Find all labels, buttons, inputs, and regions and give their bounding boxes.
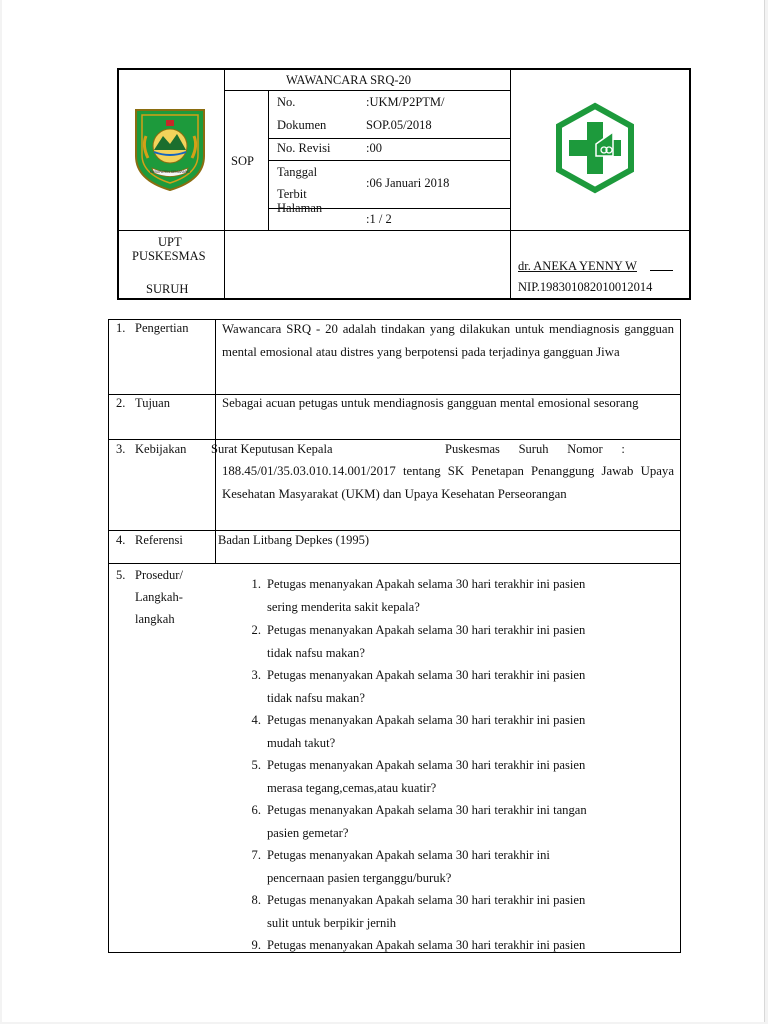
procedure-item-line1: Petugas menanyakan Apakah selama 30 hari terakhir ini pasien: [267, 758, 586, 772]
procedure-item-number: 8.: [251, 893, 261, 907]
procedure-item-line1: Petugas menanyakan Apakah selama 30 hari terakhir ini pasien: [267, 668, 586, 682]
procedure-item-line2: merasa tegang,cemas,atau kuatir?: [267, 780, 437, 795]
procedure-item-line2: sering menderita sakit kepala?: [267, 599, 420, 614]
procedure-item-number: 7.: [251, 848, 261, 862]
procedure-item-number: 4.: [251, 713, 261, 727]
section-number-2: 2.: [116, 396, 126, 410]
section-label-langkah: Langkah-: [135, 590, 183, 604]
procedure-item-line1: Petugas menanyakan Apakah selama 30 hari terakhir ini pasien: [267, 623, 586, 637]
procedure-item-line1: Petugas menanyakan Apakah selama 30 hari terakhir ini pasien: [267, 577, 586, 591]
procedure-item-number: 5.: [251, 758, 261, 772]
section-content-kebijakan-first-line: Surat Keputusan Kepala Puskesmas Suruh Nomor :: [211, 442, 625, 456]
field-value-no: :UKM/P2PTM/: [366, 95, 445, 109]
document-title: WAWANCARA SRQ-20: [286, 73, 412, 87]
procedure-item-line1: Petugas menanyakan Apakah selama 30 hari terakhir ini: [267, 848, 550, 862]
regency-emblem-logo: [130, 106, 210, 192]
section-label-tujuan: Tujuan: [135, 396, 170, 410]
section-number-4: 4.: [116, 533, 126, 547]
section-label-kebijakan: Kebijakan: [135, 442, 187, 456]
field-label-revisi: No. Revisi: [277, 141, 331, 155]
org-upt: UPT: [158, 235, 182, 249]
section-content-kebijakan: 188.45/01/35.03.010.14.001/2017 tentang SK Penetapan Penanggung Jawab Upaya Kesehatan Masyarakat (UKM) dan Upaya Kesehatan Perseorangan: [222, 464, 674, 501]
field-label-terbit: Terbit: [277, 187, 307, 201]
procedure-item-number: 6.: [251, 803, 261, 817]
org-suruh: SURUH: [146, 282, 189, 296]
procedure-item-line1: Petugas menanyakan Apakah selama 30 hari terakhir ini pasien: [267, 938, 586, 952]
field-value-terbit: :06 Januari 2018: [366, 176, 450, 190]
regency-emblem-ribbon-text: KABUPATEN SEMARANG: [149, 170, 191, 174]
section-label-langkah2: langkah: [135, 612, 175, 626]
signatory-name: dr. ANEKA YENNY W: [518, 259, 637, 273]
org-puskesmas: PUSKESMAS: [132, 249, 206, 263]
puskesmas-logo: [555, 102, 635, 194]
field-value-dokumen: SOP.05/2018: [366, 118, 432, 132]
procedure-item-number: 9.: [251, 938, 261, 952]
procedure-item-number: 2.: [251, 623, 261, 637]
procedure-item-line2: tidak nafsu makan?: [267, 690, 365, 705]
section-label-pengertian: Pengertian: [135, 321, 189, 335]
field-label-halaman: Halaman: [277, 201, 323, 215]
field-label-dokumen: Dokumen: [277, 118, 327, 132]
procedure-item-line2: pencernaan pasien terganggu/buruk?: [267, 870, 452, 885]
section-number-5: 5.: [116, 568, 126, 582]
procedure-item-number: 3.: [251, 668, 261, 682]
procedure-item-line2: mudah takut?: [267, 735, 336, 750]
procedure-item-line1: Petugas menanyakan Apakah selama 30 hari terakhir ini pasien: [267, 713, 586, 727]
field-value-revisi: :00: [366, 141, 382, 155]
section-number-1: 1.: [116, 321, 126, 335]
field-label-no: No.: [277, 95, 296, 109]
sop-label: SOP: [231, 154, 254, 168]
section-label-prosedur: Prosedur/: [135, 568, 183, 582]
procedure-item-line1: Petugas menanyakan Apakah selama 30 hari terakhir ini tangan: [267, 803, 587, 817]
section-content-referensi: Badan Litbang Depkes (1995): [218, 533, 370, 547]
section-number-3: 3.: [116, 442, 126, 456]
section-content-tujuan: Sebagai acuan petugas untuk mendiagnosis gangguan mental emosional sesorang: [222, 396, 639, 410]
section-content-pengertian: Wawancara SRQ - 20 adalah tindakan yang dilakukan untuk mendiagnosis gangguan mental emosional atau distres yang berpotensi pada terjadinya gangguan Jiwa: [222, 322, 674, 359]
signatory-nip: NIP.198301082010012014: [518, 280, 653, 294]
section-label-referensi: Referensi: [135, 533, 183, 547]
procedure-item-number: 1.: [251, 577, 261, 591]
procedure-item-line2: sulit untuk berpikir jernih: [267, 915, 397, 930]
field-label-tanggal: Tanggal: [277, 165, 318, 179]
procedure-item-line2: pasien gemetar?: [267, 825, 349, 840]
field-value-halaman: :1 / 2: [366, 212, 392, 226]
procedure-item-line2: tidak nafsu makan?: [267, 645, 365, 660]
procedure-item-line1: Petugas menanyakan Apakah selama 30 hari terakhir ini pasien: [267, 893, 586, 907]
